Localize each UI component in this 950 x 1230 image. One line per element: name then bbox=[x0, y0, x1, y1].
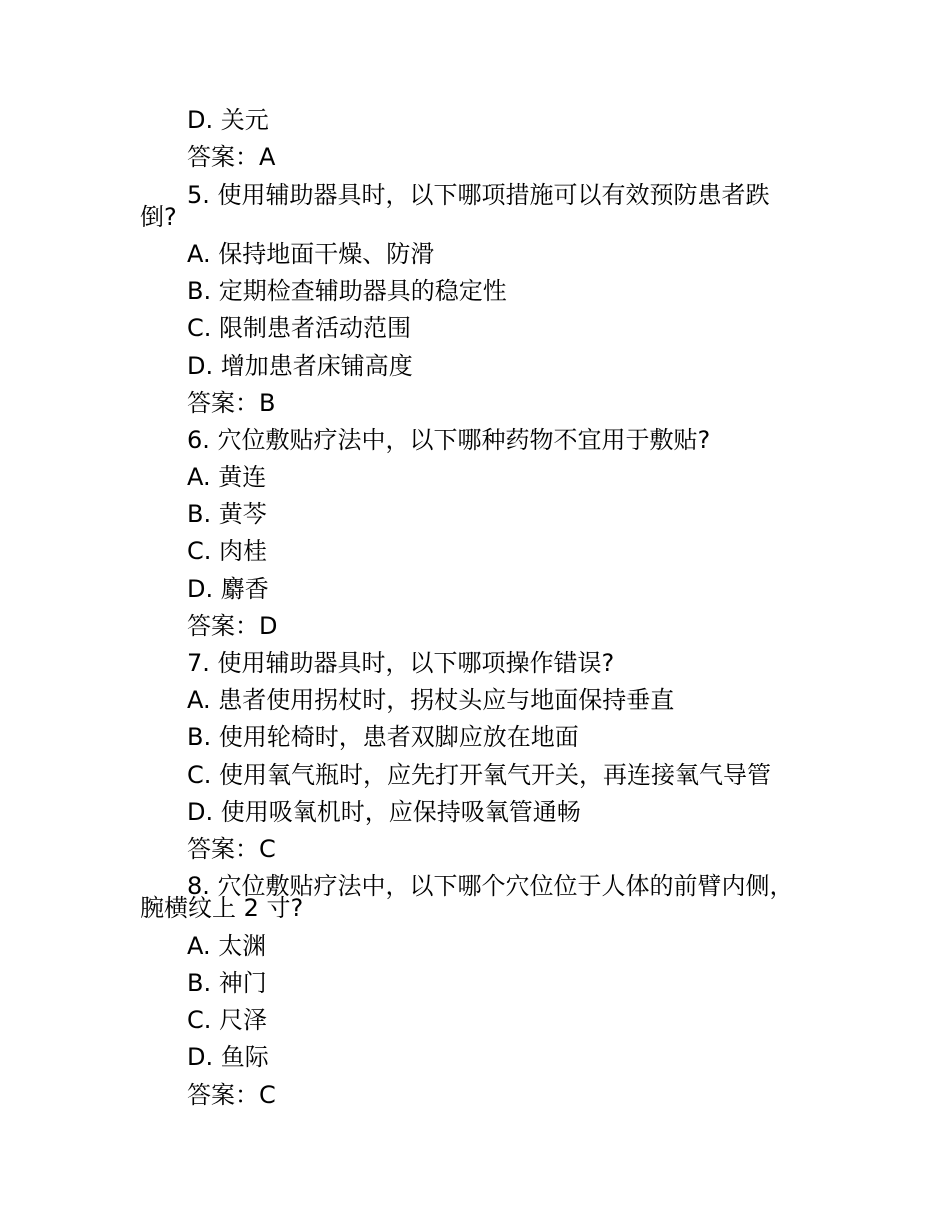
q8-answer: 答案：C bbox=[187, 1081, 276, 1109]
q8-option-d: D. 鱼际 bbox=[187, 1043, 269, 1071]
q5-option-d: D. 增加患者床铺高度 bbox=[187, 352, 413, 380]
q6-option-b: B. 黄芩 bbox=[187, 500, 267, 528]
q5-stem-line2: 倒? bbox=[140, 203, 177, 231]
q5-answer: 答案：B bbox=[187, 389, 276, 417]
q8-stem-line2: 腕横纹上 2 寸? bbox=[140, 894, 304, 922]
q5-option-a: A. 保持地面干燥、防滑 bbox=[187, 240, 435, 268]
q6-option-a: A. 黄连 bbox=[187, 463, 267, 491]
q6-answer: 答案：D bbox=[187, 612, 278, 640]
q4-answer: 答案：A bbox=[187, 143, 276, 171]
q6-option-c: C. 肉桂 bbox=[187, 537, 268, 565]
q7-option-d: D. 使用吸氧机时，应保持吸氧管通畅 bbox=[187, 798, 581, 826]
q5-stem-line1: 5. 使用辅助器具时，以下哪项措施可以有效预防患者跌 bbox=[187, 181, 770, 209]
q7-option-a: A. 患者使用拐杖时，拐杖头应与地面保持垂直 bbox=[187, 686, 675, 714]
q7-stem: 7. 使用辅助器具时，以下哪项操作错误? bbox=[187, 649, 615, 677]
q7-option-b: B. 使用轮椅时，患者双脚应放在地面 bbox=[187, 723, 579, 751]
q8-option-b: B. 神门 bbox=[187, 969, 267, 997]
q5-option-c: C. 限制患者活动范围 bbox=[187, 314, 412, 342]
q7-option-c: C. 使用氧气瓶时，应先打开氧气开关，再连接氧气导管 bbox=[187, 761, 772, 789]
q4-option-d: D. 关元 bbox=[187, 106, 269, 134]
q7-answer: 答案：C bbox=[187, 835, 276, 863]
q8-option-c: C. 尺泽 bbox=[187, 1006, 268, 1034]
q8-stem-line1: 8. 穴位敷贴疗法中，以下哪个穴位位于人体的前臂内侧， bbox=[187, 872, 794, 900]
q6-stem: 6. 穴位敷贴疗法中，以下哪种药物不宜用于敷贴? bbox=[187, 426, 711, 454]
q8-option-a: A. 太渊 bbox=[187, 932, 267, 960]
q5-option-b: B. 定期检查辅助器具的稳定性 bbox=[187, 277, 507, 305]
q6-option-d: D. 麝香 bbox=[187, 575, 269, 603]
